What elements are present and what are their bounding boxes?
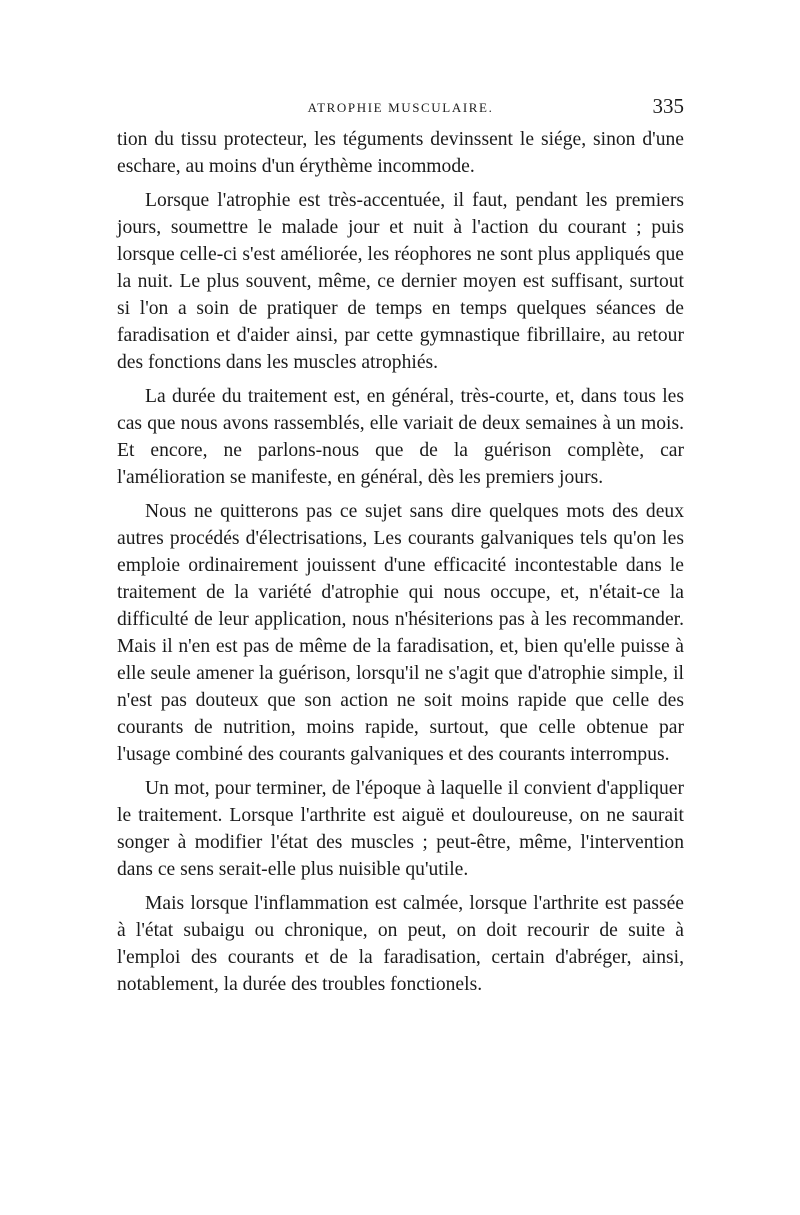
page-number: 335: [652, 94, 684, 118]
paragraph-treatment-timing: Un mot, pour terminer, de l'époque à laquelle il convient d'appliquer le traitement. Lorsque l'arthrite est aiguë et douloureuse, on ne saurait songer à modifier l'état des muscles ; peut-être, même, l'intervention dans ce sens serait-elle plus nuisible qu'utile.: [117, 778, 684, 880]
paragraph-other-procedures: Nous ne quitterons pas ce sujet sans dire quelques mots des deux autres procédés d'électrisations, Les courants galvaniques tels qu'on les emploie ordinairement jouissent d'une efficacité incontestable dans le traitement de la variété d'atrophie qui nous occupe, et, n'était-ce la difficulté de leur application, nous n'hésiterions pas à les recommander. Mais il n'en est pas de même de la faradisation, et, bien qu'elle puisse à elle seule amener la guérison, lorsqu'il ne s'agit que d'atrophie simple, il n'est pas douteux que son action ne soit moins rapide que celle des courants de nutrition, moins rapide, surtout, que celle obtenue par l'usage combiné des courants galvaniques et des courants interrompus.: [117, 501, 684, 765]
paragraph-chronic-phase: Mais lorsque l'inflammation est calmée, lorsque l'arthrite est passée à l'état subaigu ou chronique, on peut, on doit recourir de suite à l'emploi des courants et de la faradisation, certain d'abréger, ainsi, notablement, la durée des troubles fonctionels.: [117, 893, 684, 995]
paragraph-continuation: tion du tissu protecteur, les téguments devinssent le siége, sinon d'une eschare, au moins d'un érythème incommode.: [117, 129, 684, 177]
body-text: [117, 126, 684, 1005]
paragraph-atrophy-treatment: Lorsque l'atrophie est très-accentuée, il faut, pendant les premiers jours, soumettre le malade jour et nuit à l'action du courant ; puis lorsque celle-ci s'est améliorée, les réophores ne sont plus appliqués que la nuit. Le plus souvent, même, ce dernier moyen est suffisant, surtout si l'on a soin de pratiquer de temps en temps quelques séances de faradisation et d'aider ainsi, par cette gymnastique fibrillaire, au retour des fonctions dans les muscles atrophiés.: [117, 190, 684, 373]
running-header: [117, 94, 684, 124]
running-title: ATROPHIE MUSCULAIRE.: [307, 100, 494, 115]
paragraph-treatment-duration: La durée du traitement est, en général, très-courte, et, dans tous les cas que nous avons rassemblés, elle variait de deux semaines à un mois. Et encore, ne parlons-nous que de la guérison complète, car l'amélioration se manifeste, en général, dès les premiers jours.: [117, 386, 684, 488]
